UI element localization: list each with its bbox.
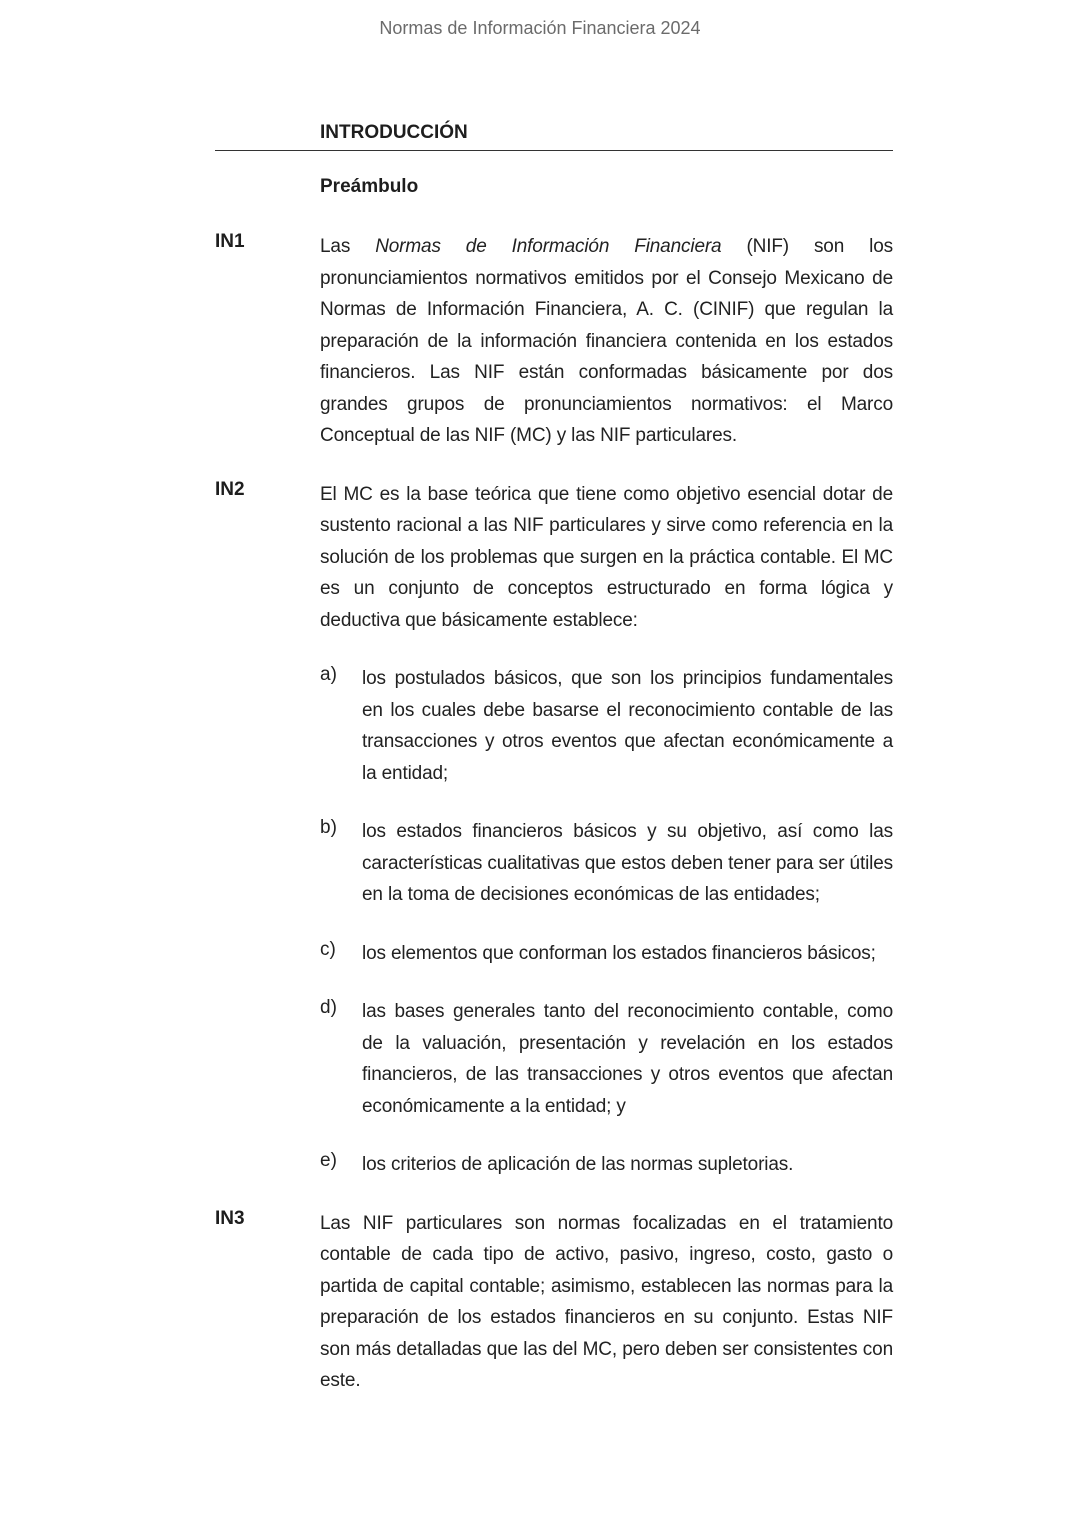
paragraph-text: Las NIF particulares son normas focalizadas en el tratamiento contable de cada tipo de activo, pasivo, ingreso, costo, gasto o partida de capital contable; asimismo, establecen las normas para la preparación de los estados financieros en su conjunto. Estas NIF son más detalladas que las del MC, pero deben ser consistentes con este. [320, 1212, 893, 1391]
paragraph-in1 [215, 231, 893, 452]
list-marker: b) [320, 817, 337, 838]
list-marker: c) [320, 938, 336, 960]
paragraph-number: IN3 [215, 1207, 245, 1229]
list-item [215, 663, 893, 789]
list-item [215, 816, 893, 911]
list-marker: d) [320, 997, 337, 1018]
list-item [215, 996, 893, 1122]
text-run: Las [320, 236, 376, 257]
section-subtitle: Preámbulo [320, 176, 419, 197]
paragraph-text: El MC es la base teórica que tiene como objetivo esencial dotar de sustento racional a las NIF particulares y sirve como referencia en la solución de los problemas que surgen en la práctica contable. El MC es un conjunto de conceptos estructurado en forma lógica y deductiva que básicamente establece: [320, 483, 893, 631]
list-item-text: los elementos que conforman los estados financieros básicos; [362, 942, 876, 964]
title-divider [215, 150, 893, 151]
list-item [215, 938, 893, 970]
running-header: Normas de Información Financiera 2024 [379, 18, 701, 38]
paragraph-in2 [215, 479, 893, 637]
list-marker: a) [320, 664, 337, 685]
paragraph-number: IN2 [215, 478, 245, 500]
paragraph-text [320, 231, 893, 452]
list-item-text: los postulados básicos, que son los principios fundamentales en los cuales debe basarse el reconocimiento contable de las transacciones y otros eventos que afectan económicamente a la entidad; [362, 668, 893, 784]
list-marker: e) [320, 1150, 337, 1171]
list-item [215, 1149, 893, 1181]
paragraph-in3 [215, 1208, 893, 1397]
paragraph-number: IN1 [215, 231, 245, 252]
text-run: (NIF) son los pronunciamientos normativos emitidos por el Consejo Mexicano de Normas de Información Financiera, A. C. (CINIF) que regulan la preparación de la información financiera contenida en los estados financieros. Las NIF están conformadas básicamente por dos grandes grupos de pronunciamientos normativos: el Marco Conceptual de las NIF (MC) y las NIF particulares. [320, 236, 893, 446]
italic-text-run: Normas de Información Financiera [375, 236, 722, 257]
section-title: INTRODUCCIÓN [320, 122, 468, 143]
list-item-text: los criterios de aplicación de las normas supletorias. [362, 1154, 794, 1175]
document-body [215, 231, 893, 1424]
list-item-text: los estados financieros básicos y su objetivo, así como las características cualitativas que estos deben tener para ser útiles en la toma de decisiones económicas de las entidades; [362, 821, 893, 905]
list-item-text: las bases generales tanto del reconocimiento contable, como de la valuación, presentación y revelación en los estados financieros, de las transacciones y otros eventos que afectan económicamente a la entidad; y [362, 1001, 893, 1117]
